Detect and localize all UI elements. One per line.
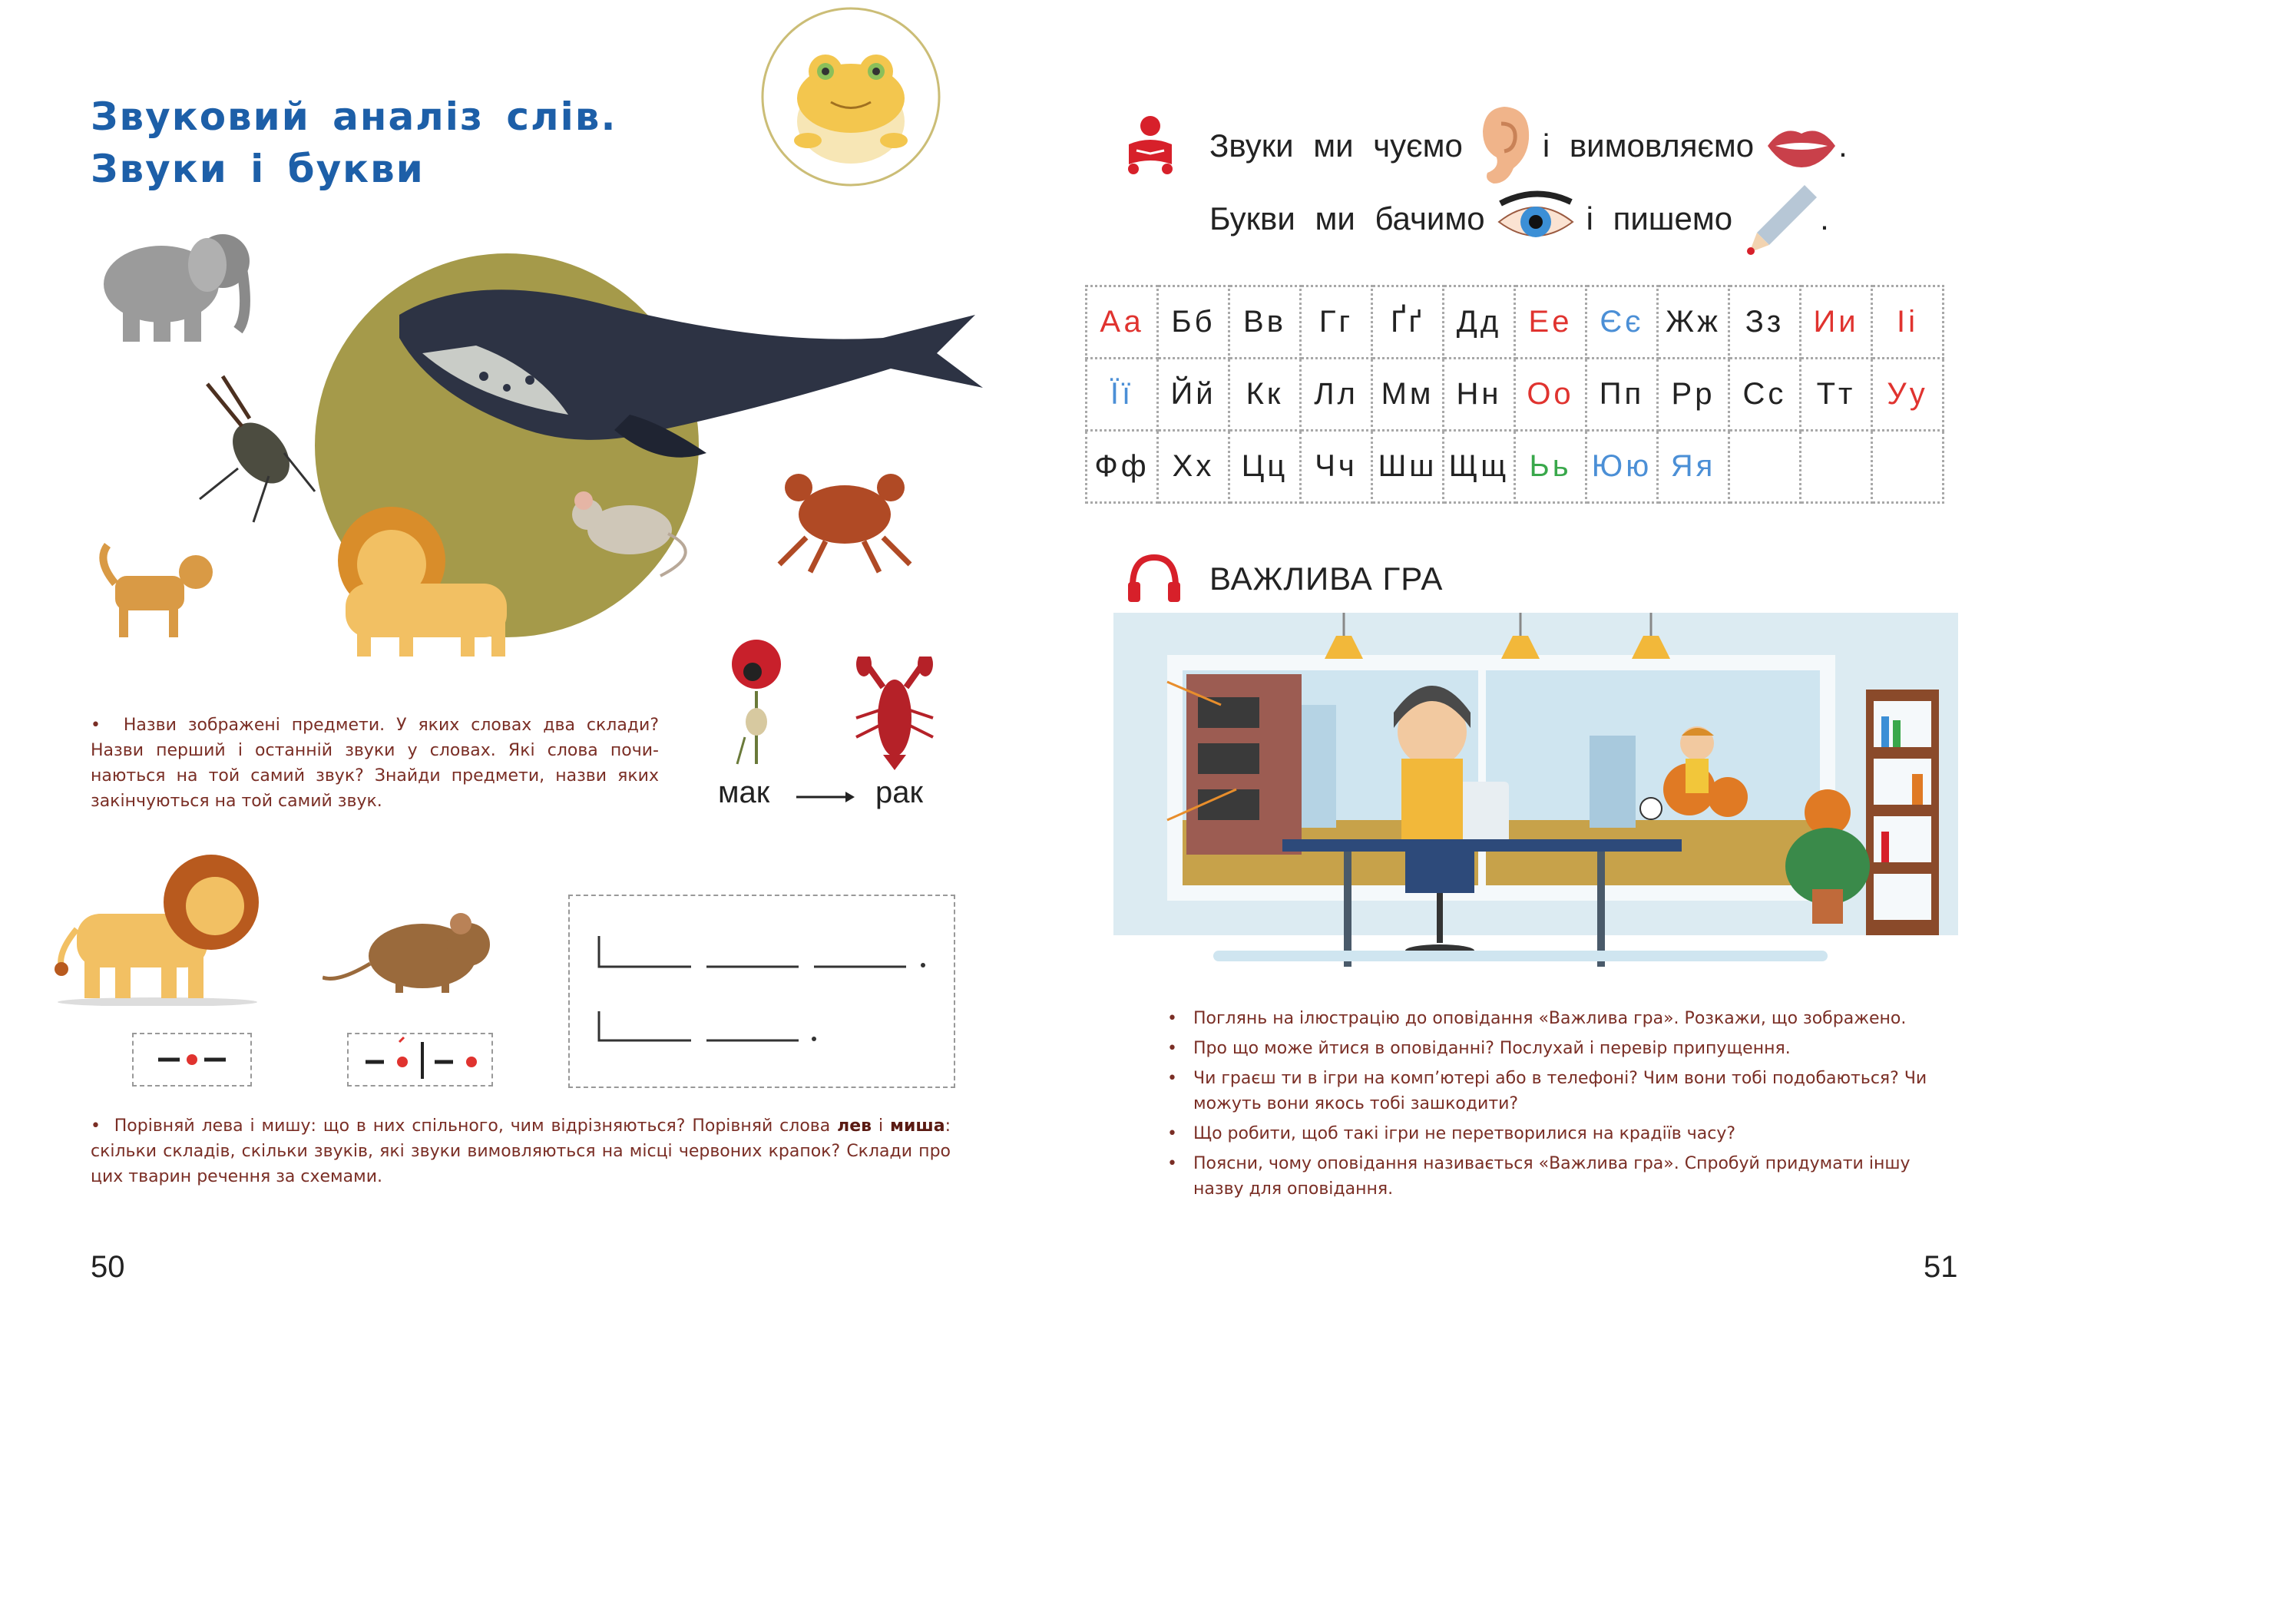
alphabet-cell: Зз (1729, 286, 1801, 359)
poppy-icon (722, 637, 791, 768)
sound-scheme-mysha (347, 1033, 493, 1087)
instruction-1: • Назви зображені предмети. У яких словах два склади? Назви перший і останній звуки у словах. Які слова починаються на той самий звук? Знайди предмети, назви яких закінчуються на той самий звук. (91, 716, 659, 811)
alphabet-cell: Сс (1729, 359, 1801, 431)
sentence-scheme-box (568, 895, 955, 1088)
alphabet-row (1087, 286, 1944, 359)
alphabet-table (1085, 285, 1944, 504)
pencil-icon (1743, 180, 1820, 257)
alphabet-cell: Ее (1515, 286, 1586, 359)
alphabet-cell: Іі (1872, 286, 1944, 359)
alphabet-row (1087, 359, 1944, 431)
alphabet-cell: Ґґ (1372, 286, 1444, 359)
alphabet-cell: Кк (1229, 359, 1301, 431)
alphabet-cell: Йй (1158, 359, 1229, 431)
alphabet-cell: Нн (1444, 359, 1515, 431)
alphabet-cell: Щщ (1444, 431, 1515, 503)
alphabet-cell: Дд (1444, 286, 1515, 359)
sentence-sounds: Звуки ми чуємо і вимовляємо . (1209, 115, 1848, 177)
bullet: • (91, 1116, 114, 1136)
beetle-icon (200, 376, 315, 522)
word-mak: мак (718, 776, 770, 809)
sound-scheme-lev (132, 1033, 252, 1087)
alphabet-cell: Гг (1301, 286, 1372, 359)
lion-big-icon (54, 852, 261, 1006)
lips-icon (1765, 123, 1838, 169)
page-number-right: 51 (1924, 1250, 1958, 1284)
alphabet-cell: Рр (1658, 359, 1729, 431)
alphabet-cell: Вв (1229, 286, 1301, 359)
alphabet-cell: Хх (1158, 431, 1229, 503)
alphabet-cell: Шш (1372, 431, 1444, 503)
alphabet-cell: Жж (1658, 286, 1729, 359)
sentence-letters: Букви ми бачимо і пишемо . (1209, 184, 1829, 253)
ear-icon (1474, 104, 1532, 188)
alphabet-cell: Оо (1515, 359, 1586, 431)
alphabet-cell: Тт (1801, 359, 1872, 431)
alphabet-cell: Лл (1301, 359, 1372, 431)
frog-icon (760, 6, 941, 187)
question-item: • Що робити, щоб такі ігри не перетворилися на крадіїв часу? (1167, 1121, 1943, 1146)
alphabet-cell: Ьь (1515, 431, 1586, 503)
alphabet-cell: Чч (1301, 431, 1372, 503)
crab-icon (779, 474, 910, 572)
elephant-icon (104, 234, 250, 342)
eye-icon (1496, 188, 1576, 250)
word-mysha-bold: миша (889, 1116, 945, 1136)
alphabet-cell: Пп (1586, 359, 1658, 431)
game-heading: ВАЖЛИВА ГРА (1209, 561, 1444, 597)
alphabet-cell: Яя (1658, 431, 1729, 503)
alphabet-cell: Мм (1372, 359, 1444, 431)
word-lev-bold: лев (837, 1116, 872, 1136)
questions-list (1167, 1006, 1943, 1206)
game-illustration (1113, 613, 1958, 981)
bullet: • (91, 716, 124, 735)
alphabet-cell (1729, 431, 1801, 503)
alphabet-cell: Ии (1801, 286, 1872, 359)
alphabet-cell: Бб (1158, 286, 1229, 359)
alphabet-cell (1872, 431, 1944, 503)
alphabet-cell: Цц (1229, 431, 1301, 503)
question-item: • Чи граєш ти в ігри на комп’ютері або в телефоні? Чим вони тобі подобаються? Чи можуть вони якось тобі зашкодити? (1167, 1066, 1943, 1116)
reading-child-icon (1121, 114, 1179, 175)
dog-icon (103, 545, 213, 637)
alphabet-row (1087, 431, 1944, 503)
question-item: • Про що може йтися в оповіданні? Послухай і перевір припущення. (1167, 1036, 1943, 1061)
page-number-left: 50 (91, 1250, 125, 1284)
alphabet-cell: Аа (1087, 286, 1158, 359)
question-item: • Поясни, чому оповідання називається «Важлива гра». Спробуй придумати іншу назву для оповідання. (1167, 1151, 1943, 1202)
mouse-big-icon (323, 910, 499, 994)
arrow-right-icon (795, 789, 856, 805)
alphabet-cell: Єє (1586, 286, 1658, 359)
instruction-2: • Порівняй лева і мишу: що в них спільного, чим відрізняються? Порівняй слова лев і миша: скільки складів, скільки звуків, які звуки вимовляються на місці червоних крапок? Склади про цих тварин речення за схемами. (91, 1116, 951, 1186)
word-rak: рак (875, 776, 923, 809)
alphabet-cell: Уу (1872, 359, 1944, 431)
alphabet-cell: Фф (1087, 431, 1158, 503)
animals-illustration (77, 223, 998, 668)
crayfish-icon (852, 657, 937, 772)
alphabet-cell: Її (1087, 359, 1158, 431)
bookshelf (1866, 690, 1939, 935)
page-title (91, 91, 617, 195)
question-item: • Поглянь на ілюстрацію до оповідання «Важлива гра». Розкажи, що зображено. (1167, 1006, 1943, 1031)
alphabet-cell (1801, 431, 1872, 503)
title-line-2: Звуки і букви (91, 147, 425, 191)
headphones-icon (1126, 553, 1182, 604)
title-line-1: Звуковий аналіз слів. (91, 94, 617, 139)
alphabet-cell: Юю (1586, 431, 1658, 503)
